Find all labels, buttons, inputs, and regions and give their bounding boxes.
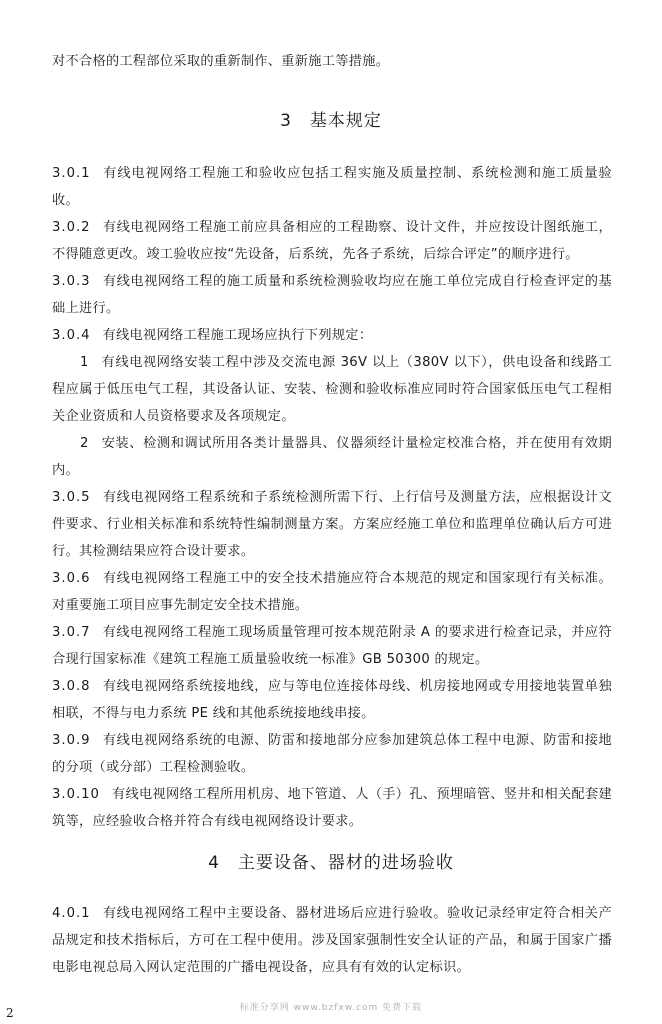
clause-text: 有线电视网络工程施工前应具备相应的工程勘察、设计文件，并应按设计图纸施工，不得随意更改。竣工验收应按“先设备，后系统，先各子系统，后综合评定”的顺序进行。: [52, 220, 612, 262]
clause-text: 有线电视网络工程系统和子系统检测所需下行、上行信号及测量方法，应根据设计文件要求、行业相关标准和系统特性编制测量方案。方案应经施工单位和监理单位确认后方可进行。其检测结果应符合设计要求。: [52, 490, 612, 559]
clause-text: 有线电视网络工程所用机房、地下管道、人（手）孔、预埋暗管、竖井和相关配套建筑等，应经验收合格并符合有线电视网络设计要求。: [52, 787, 612, 829]
clause-number: 3.0.3: [52, 274, 91, 289]
clause-text: 有线电视网络工程的施工质量和系统检测验收均应在施工单位完成自行检查评定的基础上进行。: [52, 274, 612, 316]
page-number: 2: [6, 1006, 14, 1020]
clause-text: 有线电视网络工程施工和验收应包括工程实施及质量控制、系统检测和施工质量验收。: [52, 166, 612, 208]
clause-number: 3.0.5: [52, 490, 91, 505]
section-4-heading: [0, 848, 662, 873]
clause-3-0-9: [52, 727, 612, 781]
clause-3-0-4-item-2: [52, 430, 612, 484]
clause-number: 3.0.4: [52, 328, 91, 343]
clause-number: 3.0.9: [52, 733, 91, 748]
clause-4-0-1: [52, 900, 612, 981]
clause-text: 有线电视网络工程施工中的安全技术措施应符合本规范的规定和国家现行有关标准。对重要施工项目应事先制定安全技术措施。: [52, 571, 612, 613]
clause-number: 3.0.8: [52, 679, 91, 694]
clause-number: 3.0.10: [52, 787, 100, 802]
clause-text: 有线电视网络工程施工现场质量管理可按本规范附录 A 的要求进行检查记录，并应符合现行国家标准《建筑工程施工质量验收统一标准》GB 50300 的规定。: [52, 625, 612, 667]
clause-3-0-7: [52, 619, 612, 673]
clause-number: 3.0.7: [52, 625, 91, 640]
clause-text: 有线电视网络系统的电源、防雷和接地部分应参加建筑总体工程中电源、防雷和接地的分项（或分部）工程检测验收。: [52, 733, 612, 775]
clause-3-0-10: [52, 781, 612, 835]
clause-3-0-6: [52, 565, 612, 619]
footer-watermark: 标准分享网 www.bzfxw.com 免费下载: [239, 1003, 423, 1013]
clause-3-0-4-item-1: [52, 349, 612, 430]
clause-3-0-3: [52, 268, 612, 322]
item-text: 安装、检测和调试所用各类计量器具、仪器须经计量检定校准合格，并在使用有效期内。: [52, 436, 612, 478]
clause-3-0-5: [52, 484, 612, 565]
clause-number: 3.0.6: [52, 571, 91, 586]
clause-3-0-8: [52, 673, 612, 727]
clause-number: 3.0.2: [52, 220, 91, 235]
clause-number: 4.0.1: [52, 906, 91, 921]
section-3-heading: [0, 106, 662, 131]
clause-text: 有线电视网络工程中主要设备、器材进场后应进行验收。验收记录经审定符合相关产品规定和技术指标后，方可在工程中使用。涉及国家强制性安全认证的产品，和属于国家广播电影电视总局入网认定范围的广播电视设备，应具有有效的认定标识。: [52, 906, 612, 975]
item-number: 1: [80, 355, 90, 370]
clause-text: 有线电视网络工程施工现场应执行下列规定：: [102, 328, 373, 343]
clause-3-0-1: [52, 160, 612, 214]
item-number: 2: [80, 436, 90, 451]
clause-3-0-2: [52, 214, 612, 268]
section-4-number: 4: [208, 853, 220, 873]
section-3-title: 基本规定: [309, 111, 382, 131]
section-3-number: 3: [280, 111, 292, 131]
clause-text: 有线电视网络系统接地线，应与等电位连接体母线、机房接地网或专用接地装置单独相联，不得与电力系统 PE 线和其他系统接地线串接。: [52, 679, 612, 721]
item-text: 有线电视网络安装工程中涉及交流电源 36V 以上（380V 以下），供电设备和线路工程应属于低压电气工程，其设备认证、安装、检测和验收标准应同时符合国家低压电气工程相关企业资质和人员资格要求及各项规定。: [52, 355, 612, 424]
clause-number: 3.0.1: [52, 166, 91, 181]
section-4-title: 主要设备、器材的进场验收: [237, 853, 454, 873]
clause-3-0-4: [52, 322, 612, 349]
intro-line: 对不合格的工程部位采取的重新制作、重新施工等措施。: [52, 54, 390, 69]
